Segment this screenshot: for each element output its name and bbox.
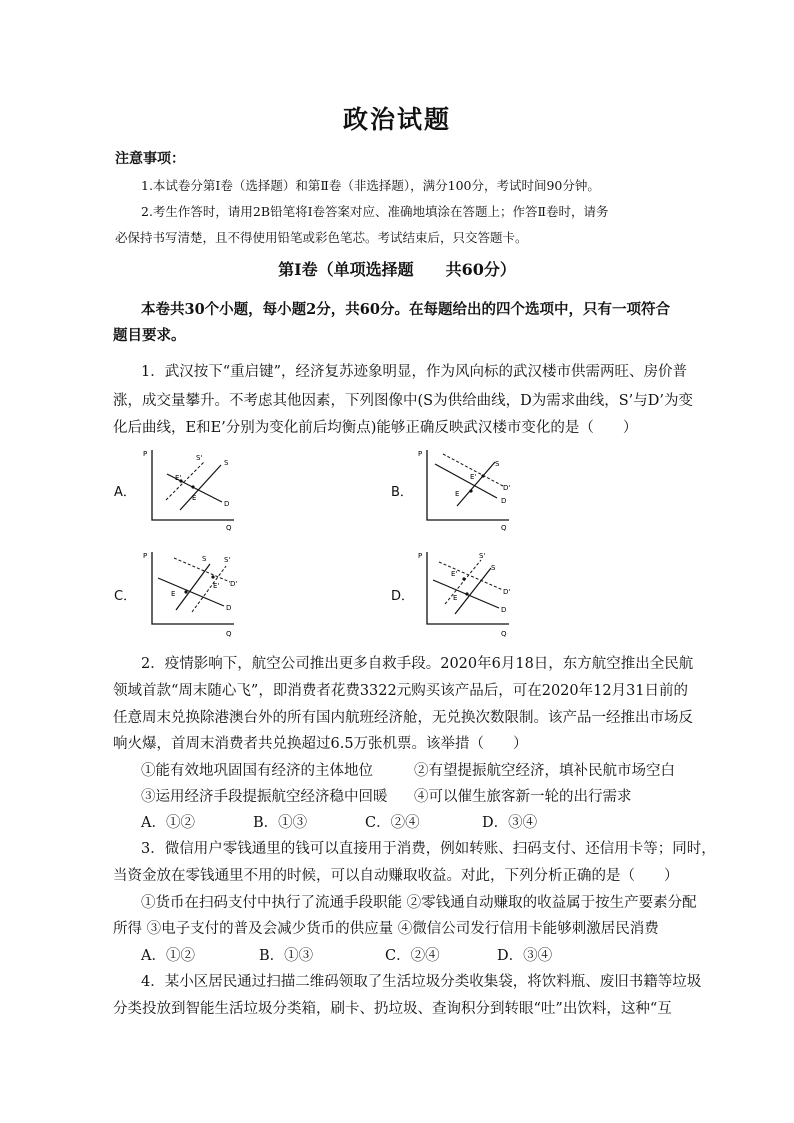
graph-d-q: Q: [501, 630, 507, 638]
graph-a: [140, 446, 240, 532]
q2-statement-1: ①能有效地巩固国有经济的主体地位: [141, 763, 373, 779]
page-title: 政治试题: [342, 105, 451, 134]
graph-d-d2: D': [503, 588, 511, 596]
graph-d-point-e2: [462, 577, 465, 580]
graph-b-e: E: [455, 490, 460, 498]
q2-choice-a: A．①②: [141, 815, 195, 831]
graph-d-point-e: [465, 592, 468, 595]
q4-stem: 4．某小区居民通过扫描二维码领取了生活垃圾分类收集袋，将饮料瓶、废旧书籍等垃圾: [141, 974, 702, 990]
q3-stem: 3．微信用户零钱通里的钱可以直接用于消费，例如转账、扫码支付、还信用卡等；同时，: [141, 841, 716, 857]
graph-c-supply-s: [176, 564, 210, 610]
graph-d-d: D: [501, 606, 507, 614]
graph-d-s2: S': [479, 552, 486, 560]
graph-c-d: D: [226, 604, 232, 612]
graph-c-p: P: [143, 552, 148, 560]
q2-choice-c: C．②④: [365, 815, 420, 831]
notice-item-1: 1.本试卷分第Ⅰ卷（选择题）和第Ⅱ卷（非选择题），满分100分，考试时间90分钟。: [141, 178, 600, 193]
q3-choice-b: B．①③: [259, 948, 314, 964]
graph-c: [140, 548, 240, 638]
graph-a-point-e: [191, 485, 194, 488]
graph-b: [415, 446, 515, 532]
graph-d: [415, 548, 515, 638]
graph-b-e2: E': [470, 473, 477, 481]
graph-a-s: S: [224, 459, 229, 467]
graph-a-p: P: [143, 450, 148, 458]
graph-b-p: P: [418, 450, 423, 458]
graph-d-e: E: [453, 594, 458, 602]
q2-statement-2: ②有望提振航空经济，填补民航市场空白: [414, 763, 675, 779]
graph-c-e: E: [171, 590, 176, 598]
graph-b-d2: D': [503, 484, 511, 492]
graph-c-s: S: [202, 555, 207, 563]
graph-a-e: E: [192, 494, 197, 502]
graph-b-point-e: [469, 489, 472, 492]
part1-intro: 本卷共30个小题，每小题2分，共60分。在每题给出的四个选项中，只有一项符合: [141, 301, 670, 318]
graph-b-s: S: [495, 460, 500, 468]
q4-stem-2: 分类投放到智能生活垃圾分类箱，刷卡、扔垃圾、查询积分到转眼“吐”出饮料，这种“互: [113, 1001, 672, 1017]
q1-option-c: C．: [114, 589, 137, 604]
q1-option-b: B．: [391, 485, 413, 500]
q1-option-d: D．: [391, 589, 415, 604]
q2-stem-4: 响火爆，首周末消费者共兑换超过6.5万张机票。该举措（ ）: [113, 736, 528, 752]
graph-d-s: S: [491, 564, 496, 572]
graph-b-demand-d: [435, 464, 497, 498]
q2-statement-3: ③运用经济手段提振航空经济稳中回暖: [141, 789, 388, 805]
notice-heading: 注意事项：: [115, 151, 185, 167]
graph-a-d: D: [224, 500, 230, 508]
notice-item-2: 2.考生作答时，请用2B铅笔将Ⅰ卷答案对应、准确地填涂在答题上；作答Ⅱ卷时，请务: [141, 204, 609, 219]
graph-d-e2: E': [451, 570, 458, 578]
q2-stem-3: 任意周末兑换除港澳台外的所有国内航班经济舱，无兑换次数限制。该产品一经推出市场反: [113, 710, 693, 726]
q3-choice-a: A．①②: [141, 948, 195, 964]
part1-intro-cont: 题目要求。: [113, 327, 186, 344]
graph-c-s2: S': [224, 556, 231, 564]
part1-title: 第Ⅰ卷（单项选择题 共60分）: [278, 260, 516, 279]
q1-option-a: A．: [114, 485, 136, 500]
q3-choice-d: D．③④: [497, 948, 553, 964]
q2-stem: 2．疫情影响下，航空公司推出更多自救手段。2020年6月18日，东方航空推出全民航: [141, 656, 694, 672]
graph-a-e2: E': [175, 474, 182, 482]
graph-b-demand-d2: [443, 454, 503, 486]
graph-d-p: P: [418, 552, 423, 560]
q1-stem-2: 涨，成交量攀升。不考虑其他因素，下列图像中(S为供给曲线，D为需求曲线，S’与D’为变: [113, 393, 693, 409]
q1-stem-3: 化后曲线，E和E’分别为变化前后均衡点)能够正确反映武汉楼市变化的是（ ）: [113, 420, 638, 436]
notice-item-2-cont: 必保持书写清楚，且不得使用铅笔或彩色笔芯。考试结束后，只交答题卡。: [115, 230, 528, 245]
graph-c-point-e2: [211, 575, 214, 578]
q2-statement-4: ④可以催生旅客新一轮的出行需求: [414, 789, 632, 805]
graph-a-s2: S': [196, 454, 203, 462]
q2-stem-2: 领域首款“周末随心飞”，即消费者花费3322元购买该产品后，可在2020年12月31日前的: [113, 683, 689, 699]
graph-c-e2: E': [213, 582, 220, 590]
graph-a-supply-s2: [166, 462, 204, 500]
q3-statements-2: 所得 ③电子支付的普及会减少货币的供应量 ④微信公司发行信用卡能够刺激居民消费: [113, 921, 659, 937]
q1-stem: 1．武汉按下“重启键”，经济复苏迹象明显，作为风向标的武汉楼市供需两旺、房价普: [141, 364, 688, 380]
graph-b-supply-s: [457, 462, 495, 506]
graph-b-point-e2: [481, 474, 484, 477]
q3-stem-2: 当资金放在零钱通里不用的时候，可以自动赚取收益。对此，下列分析正确的是（ ）: [113, 868, 679, 884]
q2-choice-d: D．③④: [482, 815, 538, 831]
graph-c-q: Q: [226, 630, 232, 638]
graph-b-d: D: [501, 497, 507, 505]
graph-c-d2: D': [230, 580, 238, 588]
graph-c-point-e: [184, 590, 187, 593]
graph-a-supply-s: [180, 465, 221, 510]
graph-b-q: Q: [501, 524, 507, 532]
q3-choice-c: C．②④: [385, 948, 440, 964]
q3-statements: ①货币在扫码支付中执行了流通手段职能 ②零钱通自动赚取的收益属于按生产要素分配: [141, 895, 697, 911]
q2-choice-b: B．①③: [253, 815, 308, 831]
graph-a-q: Q: [226, 524, 232, 532]
